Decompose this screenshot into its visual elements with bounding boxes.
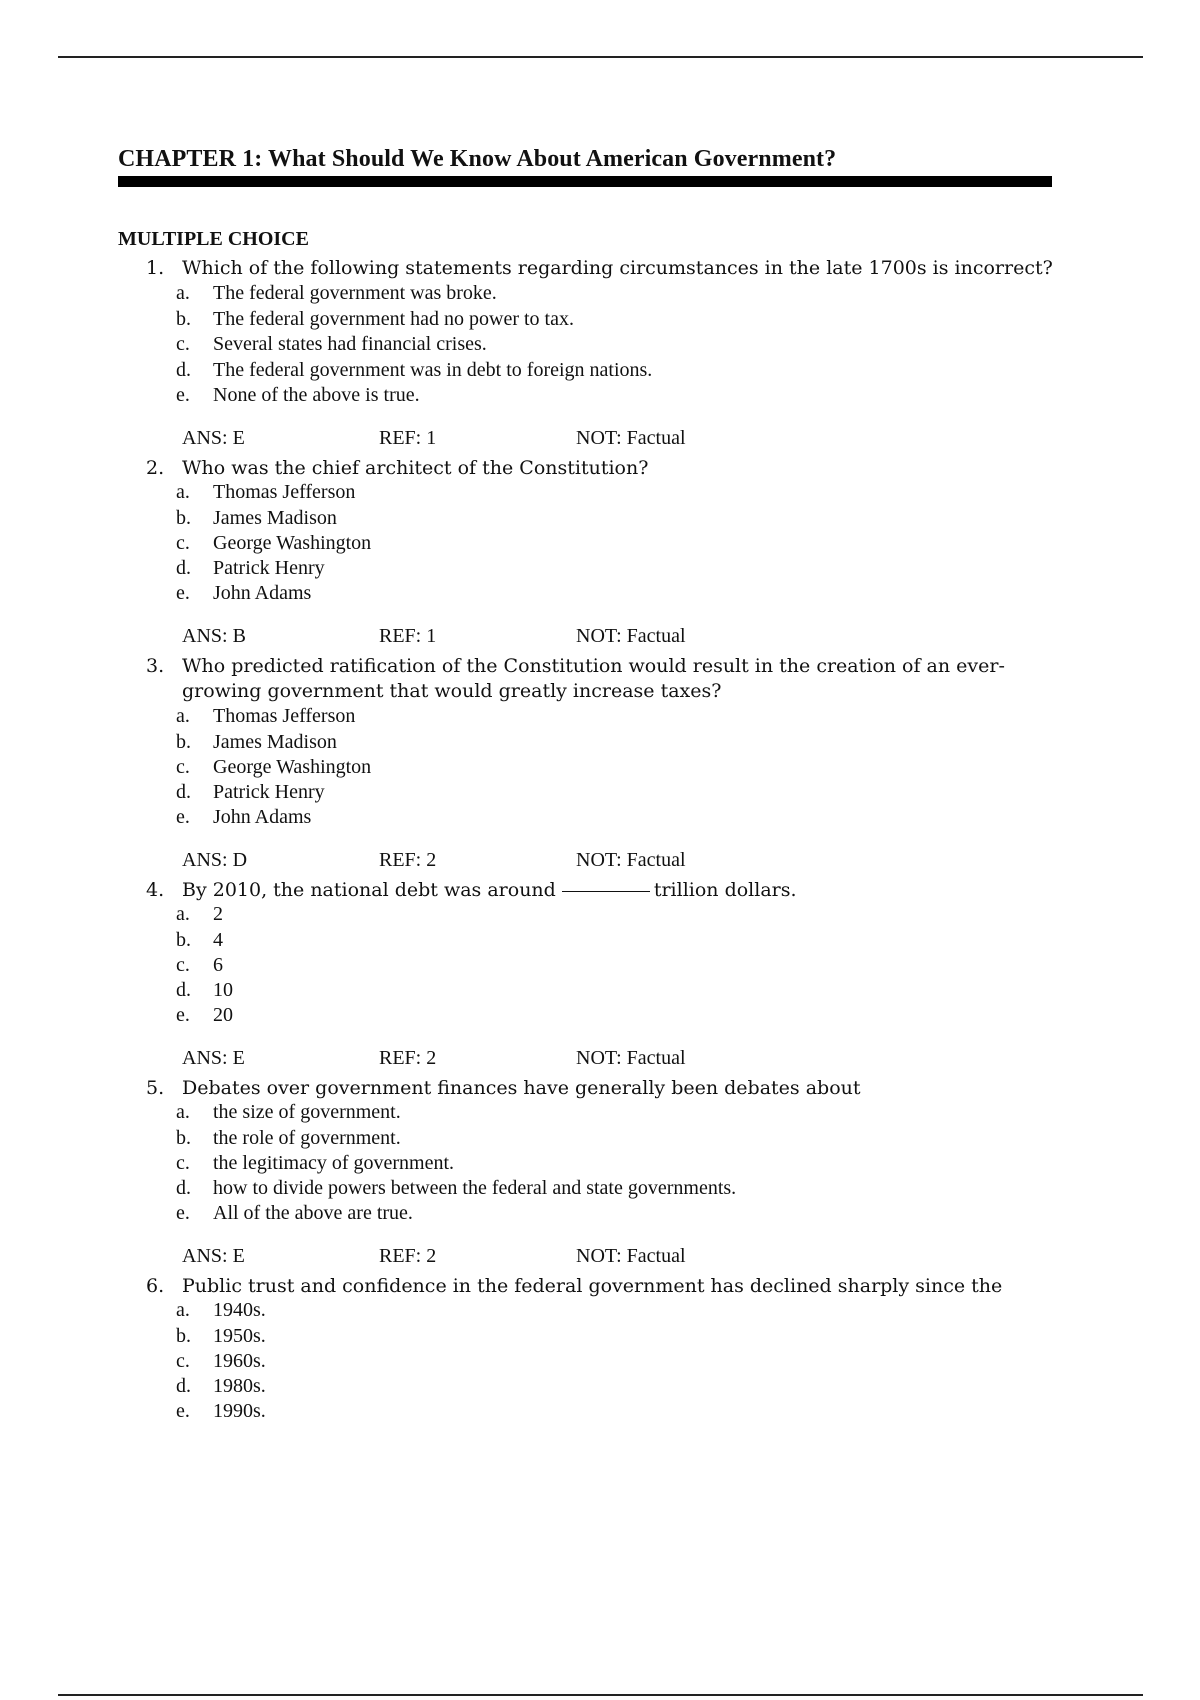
question-text-after: trillion dollars. [653,879,797,901]
option-text: 10 [213,979,233,1001]
question-note: NOT: Factual [576,1047,686,1069]
question-text: Who predicted ratification of the Constitution would result in the creation of an ever- [182,655,1005,677]
answer-key: ANS: E [182,427,245,449]
question-text [182,878,797,903]
option-text: Several states had financial crises. [213,333,487,355]
question-number: 5. [146,1077,165,1099]
option-text: 2 [213,903,223,925]
option-text: The federal government was broke. [213,282,497,304]
option-text: Patrick Henry [213,781,325,803]
option-letter: b. [176,731,191,753]
question-number: 1. [146,257,165,279]
option-letter: d. [176,781,191,803]
option-text: 20 [213,1004,233,1026]
option-text: Thomas Jefferson [213,705,356,727]
option-letter: d. [176,557,191,579]
option-text: 1990s. [213,1400,266,1422]
question-text-before: By 2010, the national debt was around [182,879,556,901]
option-letter: d. [176,1177,191,1199]
option-letter: c. [176,1152,190,1174]
option-letter: a. [176,1101,190,1123]
reference: REF: 1 [379,427,437,449]
option-letter: e. [176,1400,190,1422]
question-note: NOT: Factual [576,1245,686,1267]
reference: REF: 2 [379,849,437,871]
question-number: 6. [146,1275,165,1297]
option-letter: c. [176,1350,190,1372]
option-text: James Madison [213,731,337,753]
question-note: NOT: Factual [576,849,686,871]
option-text: 1980s. [213,1375,266,1397]
answer-key: ANS: E [182,1245,245,1267]
option-letter: b. [176,1127,191,1149]
option-letter: a. [176,1299,190,1321]
option-text: Patrick Henry [213,557,325,579]
option-letter: c. [176,333,190,355]
option-letter: c. [176,532,190,554]
option-letter: e. [176,1202,190,1224]
page-bottom-rule [58,1694,1143,1696]
question-number: 2. [146,457,165,479]
option-text: The federal government was in debt to foreign nations. [213,359,653,381]
answer-key: ANS: D [182,849,248,871]
option-letter: c. [176,954,190,976]
option-letter: e. [176,806,190,828]
chapter-title: CHAPTER 1: What Should We Know About American Government? [118,146,837,172]
option-letter: e. [176,582,190,604]
option-letter: a. [176,282,190,304]
question-text: Which of the following statements regarding circumstances in the late 1700s is incorrect? [182,257,1053,279]
question-number: 3. [146,655,165,677]
option-text: the size of government. [213,1101,401,1123]
reference: REF: 2 [379,1245,437,1267]
question-text: Debates over government finances have generally been debates about [182,1077,861,1099]
question-note: NOT: Factual [576,427,686,449]
option-letter: a. [176,705,190,727]
question-note: NOT: Factual [576,625,686,647]
question-text: growing government that would greatly increase taxes? [182,680,722,702]
question-number: 4. [146,879,165,901]
option-text: George Washington [213,532,372,554]
answer-key: ANS: E [182,1047,245,1069]
option-text: 6 [213,954,223,976]
option-letter: e. [176,384,190,406]
fill-in-blank [562,891,650,892]
section-title: MULTIPLE CHOICE [118,228,309,250]
option-text: the legitimacy of government. [213,1152,455,1174]
option-text: John Adams [213,806,312,828]
page-top-rule [58,56,1143,58]
reference: REF: 2 [379,1047,437,1069]
option-text: the role of government. [213,1127,401,1149]
reference: REF: 1 [379,625,437,647]
option-text: None of the above is true. [213,384,420,406]
option-letter: e. [176,1004,190,1026]
option-letter: c. [176,756,190,778]
option-text: 1960s. [213,1350,266,1372]
option-text: 1940s. [213,1299,266,1321]
chapter-title-bar [118,176,1052,187]
option-letter: d. [176,1375,191,1397]
option-text: Thomas Jefferson [213,481,356,503]
option-text: All of the above are true. [213,1202,413,1224]
option-text: George Washington [213,756,372,778]
option-letter: b. [176,1325,191,1347]
answer-key: ANS: B [182,625,246,647]
question-text: Public trust and confidence in the federal government has declined sharply since the [182,1275,1003,1297]
option-text: 4 [213,929,223,951]
option-text: James Madison [213,507,337,529]
option-letter: b. [176,929,191,951]
option-letter: a. [176,481,190,503]
option-letter: a. [176,903,190,925]
option-letter: d. [176,359,191,381]
option-letter: b. [176,308,191,330]
option-text: The federal government had no power to tax. [213,308,574,330]
option-text: John Adams [213,582,312,604]
option-text: how to divide powers between the federal and state governments. [213,1177,737,1199]
option-letter: b. [176,507,191,529]
option-text: 1950s. [213,1325,266,1347]
option-letter: d. [176,979,191,1001]
question-text: Who was the chief architect of the Constitution? [182,457,649,479]
